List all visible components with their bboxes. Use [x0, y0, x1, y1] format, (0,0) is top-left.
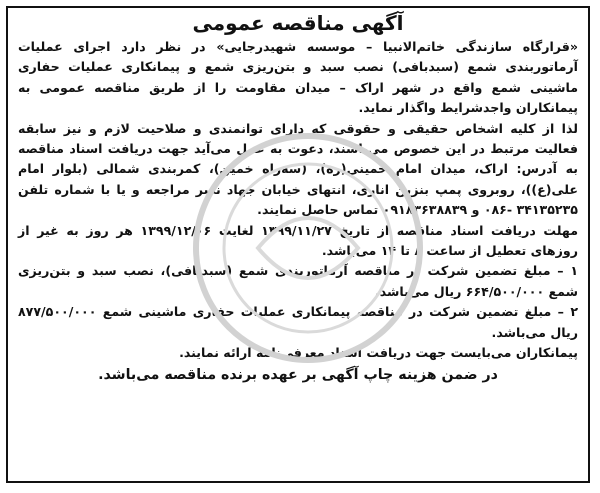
introduction-letter-note: پیمانکاران می‌بایست جهت دریافت اسناد معرفی‌نامه ارائه نمایند.: [179, 345, 578, 361]
closing-note: در ضمن هزینه چاپ آگهی بر عهده برنده مناقصه می‌باشد.: [98, 366, 498, 383]
intro-paragraph: «قرارگاه سازندگی خاتم‌الانبیا – موسسه شهیدرجایی» در نظر دارد اجرای عملیات آرماتوربندی شمع (سبدبافی) نصب سبد و بتن‌ریزی شمع و پیمانکاری عملیات حفاری ماشینی شمع واقع در شهر اراک – میدان مقاومت را از طریق مناقصه عمومی به پیمانکاران واجدشرایط واگذار نماید.: [18, 39, 578, 116]
guarantee-item-2: ۲ – مبلغ تضمین شرکت در مناقصه پیمانکاری عملیات حفاری ماشینی شمع ۸۷۷/۵۰۰/۰۰۰ ریال می‌باشد.: [18, 304, 578, 340]
notice-title: آگهی مناقصه عمومی: [192, 11, 404, 35]
guarantee-item-1: ۱ – مبلغ تضمین شرکت در مناقصه آرماتوربندی شمع (سبدبافی)، نصب سبد و بتن‌ریزی شمع ۶۶۴/۵۰۰/۰۰۰ ریال می‌باشد.: [18, 263, 578, 299]
tender-notice: [6, 6, 590, 483]
invitation-paragraph: لذا از کلیه اشخاص حقیقی و حقوقی که دارای توانمندی و صلاحیت لازم و نیز سابقه فعالیت مرتبط در این خصوص می‌باشند، دعوت به عمل می‌آید جهت دریافت اسناد مناقصه به آدرس: اراک، میدان امام خمینی(ره)، (سه‌راه خمین)، کمربندی شمالی (بلوار امام علی(ع))، روبروی پمپ بنزین اناری، انتهای خیابان جهاد نصر مراجعه و یا با شماره تلفن ۳۴۱۳۵۲۳۵ -۰۸۶ و ۰۹۱۸۳۶۳۸۸۳۹ تماس حاصل نمایند.: [18, 120, 578, 218]
deadline-paragraph: مهلت دریافت اسناد مناقصه از تاریخ ۱۳۹۹/۱۱/۲۷ لغایت ۱۳۹۹/۱۲/۰۶ هر روز به غیر از روزهای تعطیل از ساعت ۸ تا ۱۴ می‌باشد.: [18, 222, 579, 259]
